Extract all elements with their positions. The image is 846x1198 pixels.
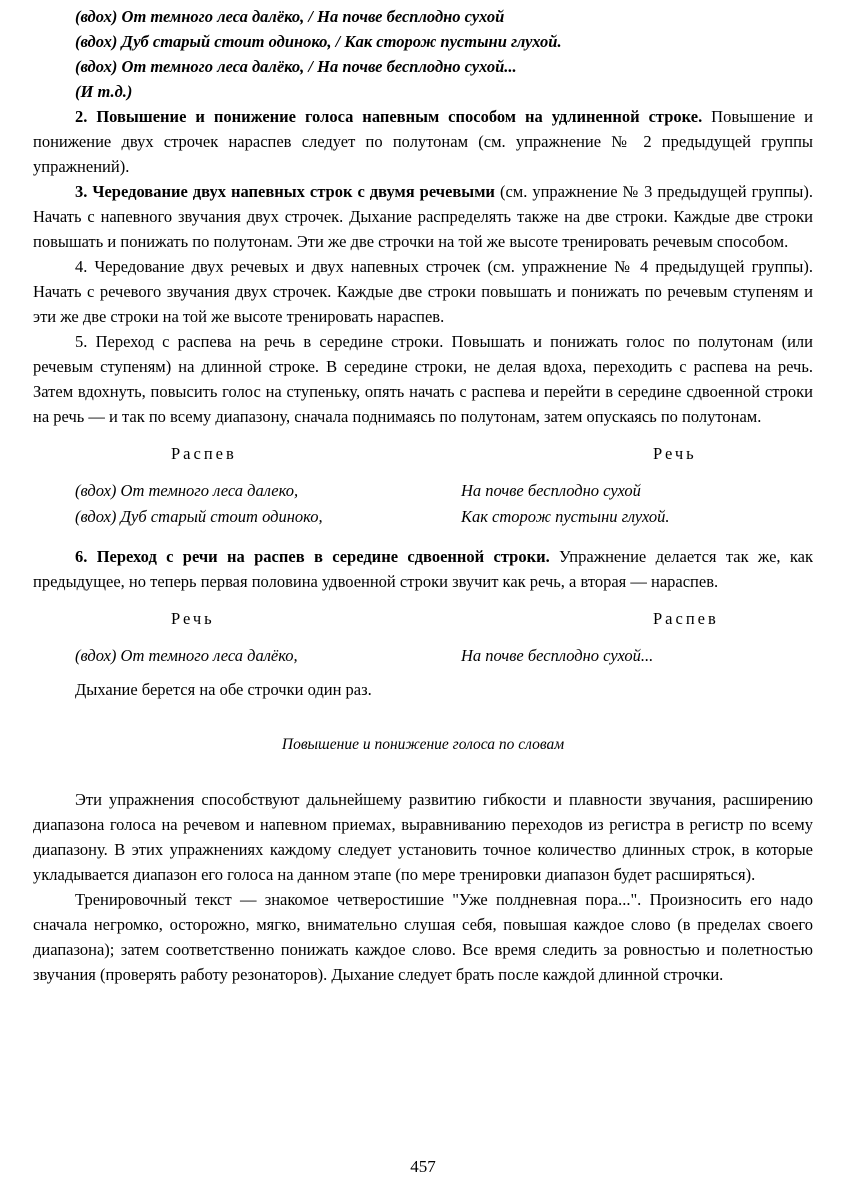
verse-line: (вдох) Дуб старый стоит одиноко, / Как сторож пустыни глухой. [75,32,562,51]
exercise-3-title: 3. Чередование двух напевных строк с двумя речевыми [75,182,495,201]
table1-row [33,504,813,530]
verse-line: (вдох) От темного леса далёко, / На почве бесплодно сухой... [75,57,517,76]
table1-row-left: (вдох) От темного леса далеко, [75,481,299,500]
verse-line-etc: (И т.д.) [75,82,133,101]
exercise-2 [33,104,813,179]
exercise-2-body: Повышение и понижение двух строчек нараспев следует по полутонам (см. упражнение № 2 предыдущей группы упражнений). [33,107,814,176]
breath-note: Дыхание берется на обе строчки один раз. [75,680,372,699]
table2-row-right: На почве бесплодно сухой... [461,646,654,665]
paragraph-2: Тренировочный текст — знакомое четверостишие "Уже полдневная пора...". Произносить его надо сначала негромко, осторожно, мягко, внимательно слушая себя, повышая каждое слово (в пределах своего диапазона); затем соответственно понижать каждое слово. Все время следить за ровностью и полетностью звучания (проверять работу резонаторов). Дыхание следует брать после каждой длинной строчки. [33,890,813,984]
table1-row-right: На почве бесплодно сухой [461,481,641,500]
exercise-2-title: 2. Повышение и понижение голоса напевным способом на удлиненной строке. [75,107,703,126]
exercise-5: 5. Переход с распева на речь в середине строки. Повышать и понижать голос по полутонам (или речевым ступеням) на длинной строке. В середине строки, не делая вдоха, переходить с распева на речь. Затем вдохнуть, повысить голос на ступеньку, опять начать с распева и перейти в середине сдвоенной строки на речь — и так по всему диапазону, сначала поднимаясь по полутонам, затем опускаясь по полутонам. [33,332,813,426]
exercise-3-body: (см. упражнение № 3 предыдущей группы). Начать с напевного звучания двух строчек. Дыхание распределять также на две строки. Каждые две строки повышать и понижать по полутонам. Эти же две строчки на той же высоте тренировать речевым способом. [33,182,813,251]
exercise-6 [33,544,813,594]
exercise-3 [33,179,813,254]
table1-row [33,478,813,504]
table1-head-right: Речь [653,444,697,463]
table1-header [33,441,813,466]
page-content [33,4,813,987]
exercise-6-body: Упражнение делается так же, как предыдущее, но теперь первая половина удвоенной строки звучит как речь, а вторая — нараспев. [33,547,814,591]
page-number: 457 [410,1157,436,1176]
table2-head-right: Распев [653,609,719,628]
verse-line: (вдох) От темного леса далёко, / На почве бесплодно сухой [75,7,505,26]
section-title: Повышение и понижение голоса по словам [281,736,565,753]
table2-row-left: (вдох) От темного леса далёко, [75,646,298,665]
table1-row-right: Как сторож пустыни глухой. [461,507,670,526]
table2-header [33,606,813,631]
paragraph-1: Эти упражнения способствуют дальнейшему развитию гибкости и плавности звучания, расширению диапазона голоса на речевом и напевном приемах, выравниванию переходов из регистра в регистр по всему диапазону. В этих упражнениях каждому следует установить точное количество длинных строк, в которые укладывается диапазон его голоса на данном этапе (по мере тренировки диапазон будет расширяться). [33,790,813,884]
table1-row-left: (вдох) Дуб старый стоит одиноко, [75,507,323,526]
exercise-6-title: 6. Переход с речи на распев в середине сдвоенной строки. [75,547,550,566]
table1-head-left: Распев [171,444,237,463]
table2-row [33,643,813,669]
exercise-4: 4. Чередование двух речевых и двух напевных строчек (см. упражнение № 4 предыдущей группы). Начать с речевого звучания двух строчек. Каждые две строки повышать и понижать по речевым ступеням и эти же две строки на той же высоте тренировать нараспев. [33,257,813,326]
table2-head-left: Речь [171,609,215,628]
